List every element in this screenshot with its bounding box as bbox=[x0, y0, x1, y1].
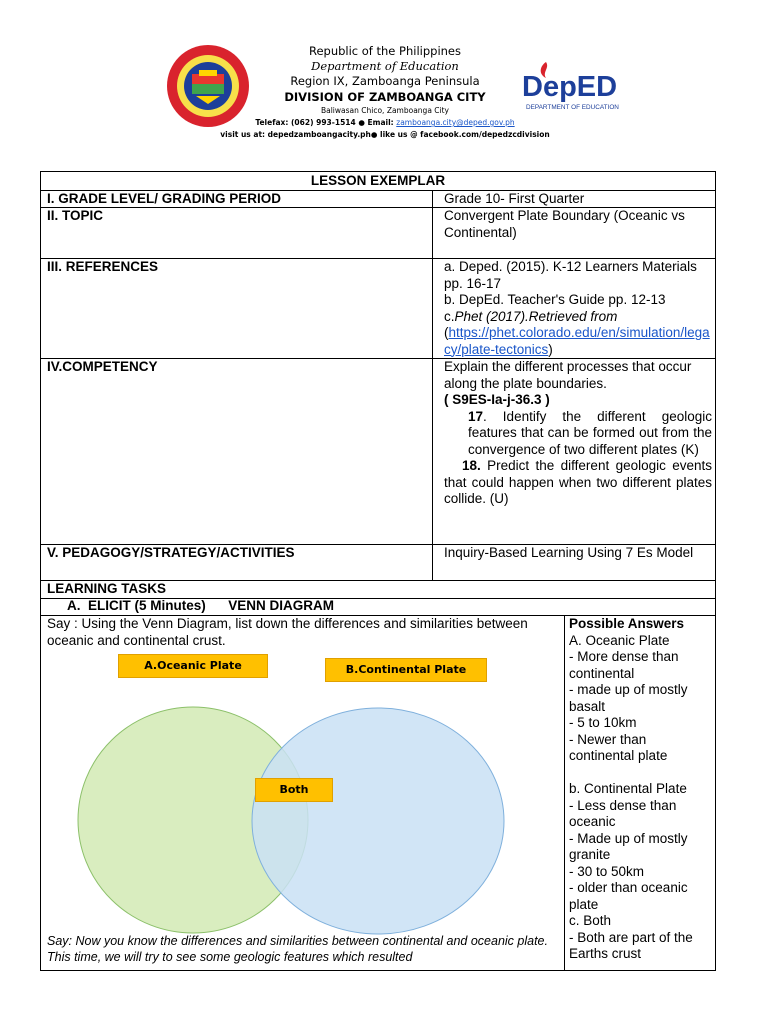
references-value bbox=[444, 259, 712, 358]
letterhead-contact bbox=[215, 117, 555, 129]
pedagogy-value: Inquiry-Based Learning Using 7 Es Model bbox=[444, 545, 694, 560]
answer-line: - Both are part of the Earths crust bbox=[569, 929, 693, 961]
table-title: LESSON EXEMPLAR bbox=[310, 173, 446, 188]
reference-c bbox=[444, 309, 712, 326]
reference-c-url bbox=[444, 325, 712, 358]
reference-c-open: ( bbox=[444, 325, 449, 340]
answer-line: A. Oceanic Plate bbox=[569, 632, 670, 648]
letterhead-visit: visit us at: depedzamboangacity.ph● like us @ facebook.com/depedzcdivision bbox=[220, 130, 550, 139]
reference-b: b. DepEd. Teacher's Guide pp. 12-13 bbox=[444, 292, 666, 307]
email-link[interactable]: zamboanga.city@deped.gov.ph bbox=[396, 118, 515, 127]
phet-link[interactable]: https://phet.colorado.edu/en/simulation/legacy/plate-tectonics bbox=[444, 325, 710, 357]
reference-a: a. Deped. (2015). K-12 Learners Materials pp. 16-17 bbox=[444, 259, 697, 291]
continental-plate-label: B.Continental Plate bbox=[325, 658, 487, 682]
answer-line: - 5 to 10km bbox=[569, 715, 637, 730]
answer-line: - Less dense than oceanic bbox=[569, 797, 677, 829]
competency-intro: Explain the different processes that occur along the plate boundaries. bbox=[444, 359, 692, 391]
competency-label: IV.COMPETENCY bbox=[47, 359, 158, 374]
objective-18 bbox=[444, 458, 712, 508]
answer-line: c. Both bbox=[569, 913, 612, 928]
letterhead-department: Department of Education bbox=[311, 59, 459, 73]
grade-level-label: I. GRADE LEVEL/ GRADING PERIOD bbox=[47, 191, 282, 206]
letterhead-address: Baliwasan Chico, Zamboanga City bbox=[320, 106, 449, 115]
references-label: III. REFERENCES bbox=[47, 259, 159, 274]
pedagogy-label: V. PEDAGOGY/STRATEGY/ACTIVITIES bbox=[47, 545, 295, 560]
reference-c-prefix: c. bbox=[444, 308, 455, 324]
answer-line: - More dense than continental bbox=[569, 649, 679, 681]
reference-c-close: ) bbox=[548, 341, 553, 357]
answer-line: - 30 to 50km bbox=[569, 863, 645, 879]
both-label: Both bbox=[255, 778, 333, 802]
answer-line bbox=[569, 765, 715, 782]
grade-level-value: Grade 10- First Quarter bbox=[444, 191, 585, 206]
objective-17-number: 17 bbox=[468, 408, 484, 424]
topic-value: Convergent Plate Boundary (Oceanic vs Continental) bbox=[444, 208, 685, 240]
letterhead-republic: Republic of the Philippines bbox=[308, 44, 462, 58]
answer-line: - Made up of mostly granite bbox=[569, 830, 688, 862]
deped-logo-text: DepED bbox=[522, 71, 618, 103]
competency-code: ( S9ES-Ia-j-36.3 ) bbox=[444, 392, 550, 407]
deped-logo bbox=[520, 58, 626, 114]
possible-answers-title: Possible Answers bbox=[569, 616, 685, 631]
say-instruction-2: Say: Now you know the differences and similarities between continental and oceanic plate. This time, we will try to see some geologic features which resulted bbox=[47, 934, 548, 964]
topic-label: II. TOPIC bbox=[47, 208, 104, 223]
letterhead bbox=[215, 44, 555, 140]
possible-answers bbox=[569, 616, 715, 963]
say-instruction-1: Say : Using the Venn Diagram, list down the differences and similarities between oceanic and continental crust. bbox=[47, 616, 528, 648]
answer-line: - made up of mostly basalt bbox=[569, 682, 688, 714]
letterhead-region: Region IX, Zamboanga Peninsula bbox=[290, 74, 480, 88]
answer-line: b. Continental Plate bbox=[569, 781, 687, 796]
contact-prefix: Telefax: (062) 993-1514 ● Email: bbox=[255, 118, 397, 127]
competency-value bbox=[444, 359, 712, 508]
objective-17 bbox=[468, 409, 712, 459]
oceanic-plate-label: A.Oceanic Plate bbox=[118, 654, 268, 678]
objective-17-text: . Identify the different geologic features that can be formed out from the convergence of two different plates (K) bbox=[468, 408, 712, 457]
letterhead-division: DIVISION OF ZAMBOANGA CITY bbox=[284, 90, 486, 104]
elicit-heading: A. ELICIT (5 Minutes) VENN DIAGRAM bbox=[67, 598, 335, 613]
deped-logo-subtitle: DEPARTMENT OF EDUCATION bbox=[526, 104, 619, 111]
answer-line: - Newer than continental plate bbox=[569, 731, 668, 763]
reference-c-source: Phet (2017).Retrieved from bbox=[454, 308, 618, 324]
objective-18-text: Predict the different geologic events that could happen when two different plates collide. (U) bbox=[444, 458, 712, 506]
objective-18-number: 18. bbox=[462, 458, 481, 473]
learning-tasks-heading: LEARNING TASKS bbox=[47, 581, 167, 596]
continental-circle bbox=[252, 708, 504, 934]
answer-line: - older than oceanic plate bbox=[569, 880, 688, 912]
